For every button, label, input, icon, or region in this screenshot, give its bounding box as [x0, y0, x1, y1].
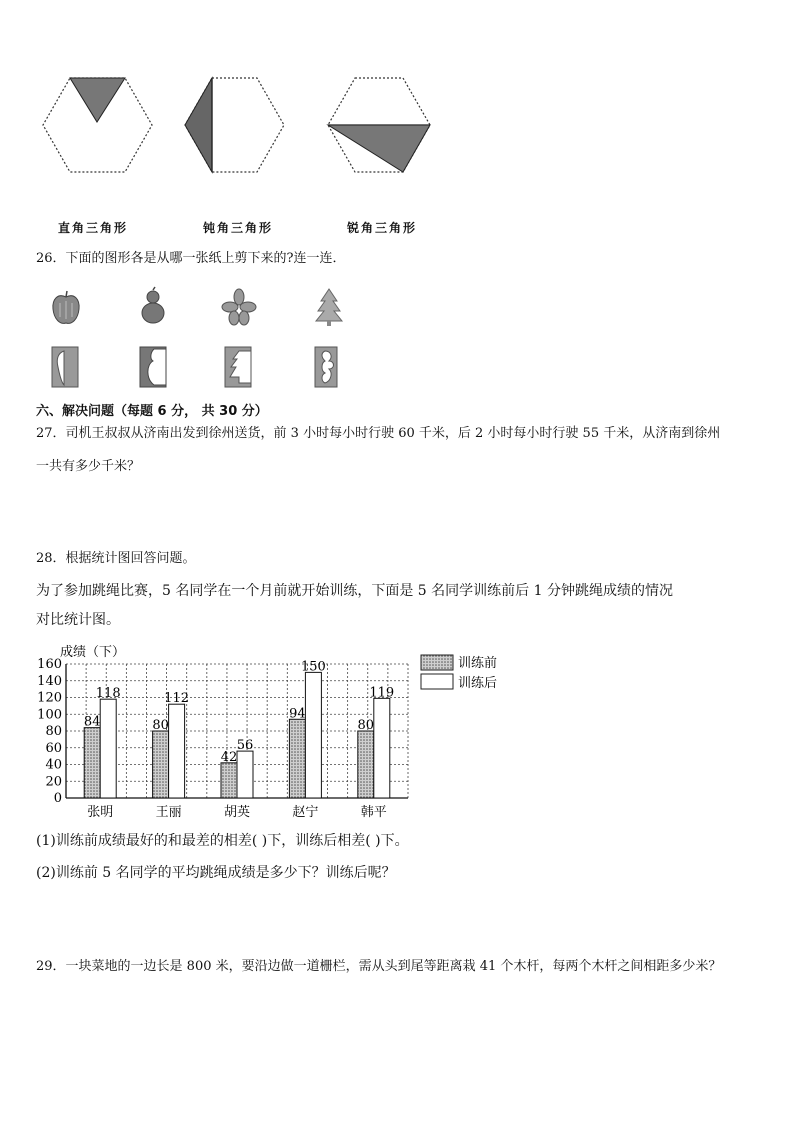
- half-flower-cutout-icon: [315, 347, 337, 387]
- y-tick-label: 100: [37, 707, 62, 723]
- q26-top-shapes: [40, 285, 360, 329]
- hexagon-acute-triangle: [328, 78, 430, 172]
- bar-after: [237, 751, 253, 798]
- bar-value-label: 150: [300, 659, 326, 675]
- tree-icon: [316, 289, 342, 326]
- bar-value-label: 112: [164, 691, 190, 707]
- category-label: 韩平: [360, 805, 387, 820]
- legend-swatch-before: [421, 655, 453, 670]
- y-tick-label: 120: [37, 690, 62, 706]
- y-tick-label: 160: [37, 657, 62, 672]
- bar-before: [358, 731, 374, 798]
- bar-value-label: 56: [236, 738, 254, 754]
- bar-value-label: 42: [220, 749, 238, 765]
- legend-swatch-after: [421, 674, 453, 689]
- hexagon-figures: [30, 70, 450, 180]
- bar-value-label: 94: [289, 706, 306, 722]
- question-28-desc-line1: 为了参加跳绳比赛，5 名同学在一个月前就开始训练，下面是 5 名同学训练前后 1 分钟跳绳成绩的情况: [36, 583, 673, 599]
- half-apple-cutout-icon: [52, 347, 78, 387]
- flower-icon: [222, 289, 256, 325]
- hex-label-right: 直角三角形: [58, 221, 129, 235]
- bar-value-label: 80: [152, 718, 169, 733]
- y-tick-label: 80: [45, 724, 62, 739]
- gourd-icon: [142, 287, 164, 323]
- question-28-desc-line2: 对比统计图。: [36, 612, 120, 628]
- question-27-line2: 一共有多少千米？: [36, 459, 141, 474]
- bar-value-label: 80: [357, 718, 375, 733]
- bar-after: [169, 704, 185, 798]
- hex-label-acute: 锐角三角形: [347, 221, 418, 235]
- bar-after: [100, 699, 116, 798]
- y-tick-label: 20: [45, 774, 62, 790]
- hexagon-right-triangle: [43, 78, 152, 172]
- q26-bottom-shapes: [40, 345, 360, 389]
- y-tick-label: 60: [45, 740, 62, 756]
- bar-value-label: 118: [95, 686, 121, 702]
- legend-label-after: 训练后: [458, 676, 498, 691]
- question-27-line1: 27．司机王叔叔从济南出发到徐州送货，前 3 小时每小时行驶 60 千米，后 2 小时每小时行驶 55 千米，从济南到徐州: [36, 426, 721, 441]
- question-26: 26．下面的图形各是从哪一张纸上剪下来的?连一连．: [36, 251, 346, 266]
- bar-value-label: 119: [369, 685, 395, 701]
- category-label: 张明: [87, 805, 114, 820]
- y-tick-label: 140: [37, 673, 62, 689]
- bar-chart: [30, 640, 520, 825]
- bar-before: [221, 763, 237, 798]
- half-tree-cutout-icon: [225, 347, 251, 387]
- legend-label-before: 训练前: [458, 656, 498, 671]
- y-axis-title: 成绩（下）: [60, 645, 126, 660]
- bar-before: [153, 731, 169, 798]
- bar-after: [374, 698, 390, 798]
- apple-icon: [53, 291, 79, 323]
- section-title: 六、解决问题（每题 6 分， 共 30 分）: [36, 404, 268, 419]
- question-28-sub2: (2)训练前 5 名同学的平均跳绳成绩是多少下？训练后呢？: [36, 865, 396, 881]
- question-28-sub1: (1)训练前成绩最好的和最差的相差( )下，训练后相差( )下。: [36, 833, 409, 849]
- category-label: 胡英: [223, 805, 251, 820]
- question-29: 29．一块菜地的一边长是 800 米，要沿边做一道栅栏，需从头到尾等距离栽 41 个木杆，每两个木杆之间相距多少米？: [36, 959, 722, 974]
- half-gourd-cutout-icon: [140, 347, 166, 387]
- bar-before: [84, 728, 100, 798]
- category-label: 赵宁: [292, 805, 319, 820]
- category-label: 王丽: [155, 805, 182, 820]
- hex-label-obtuse: 钝角三角形: [203, 221, 274, 235]
- question-28: 28．根据统计图回答问题。: [36, 551, 196, 566]
- hexagon-obtuse-triangle: [185, 78, 284, 172]
- bar-before: [289, 719, 305, 798]
- y-tick-label: 0: [53, 791, 62, 806]
- y-tick-label: 40: [45, 757, 62, 773]
- bar-value-label: 84: [83, 714, 101, 730]
- bar-after: [305, 672, 321, 798]
